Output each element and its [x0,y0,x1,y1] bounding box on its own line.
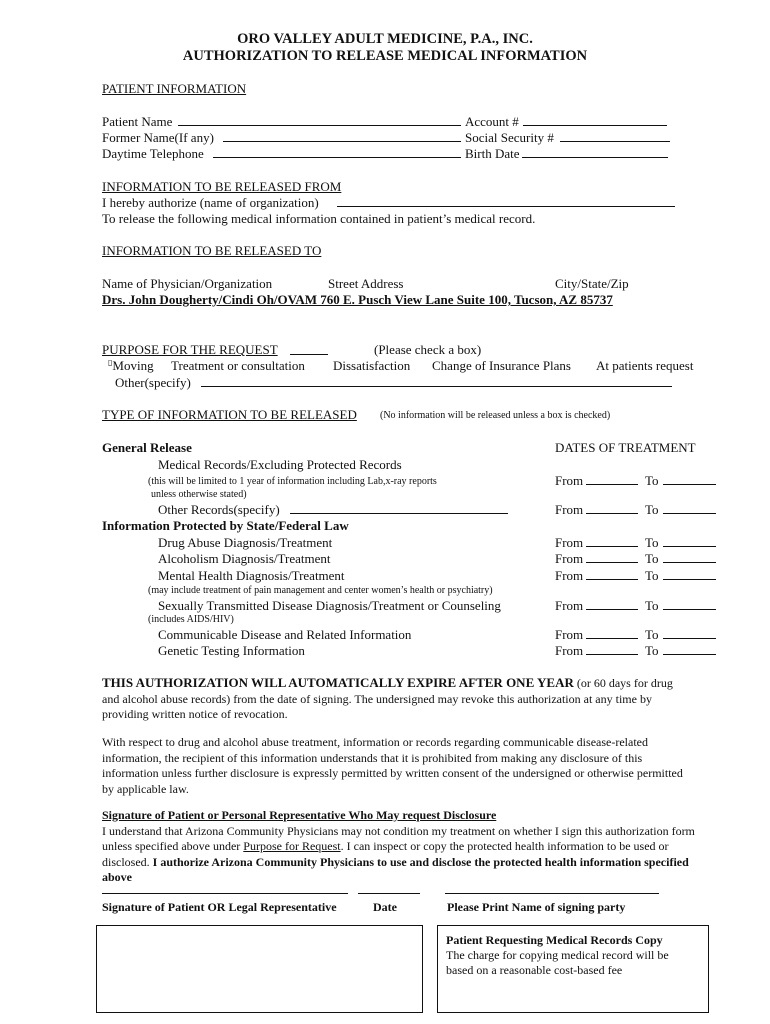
medical-records-item[interactable]: Medical Records/Excluding Protected Records [158,457,402,472]
purpose-option-moving[interactable] [108,358,154,374]
from-label-alcohol: From [555,551,584,566]
organization-field[interactable] [337,206,675,207]
to-label-drug: To [645,535,659,550]
from-date-field-communicable[interactable] [586,638,638,639]
signature-field[interactable] [102,893,348,894]
from-date-field-drug[interactable] [586,546,638,547]
checkbox-icon[interactable]: ▯ [108,358,113,367]
from-label-other: From [555,502,584,517]
to-label-alcohol: To [645,551,659,566]
purpose-option-dissatisfaction[interactable]: Dissatisfaction [333,358,411,373]
purpose-underline [290,354,328,355]
to-date-field-drug[interactable] [663,546,716,547]
dates-of-treatment-heading: DATES OF TREATMENT [555,440,696,455]
signature-section [102,808,742,886]
signature-line-2b: . I can inspect or copy the protected health information to be used or [340,839,669,853]
copy-box-line-2: based on a reasonable cost-based fee [446,963,623,977]
signature-heading: Signature of Patient or Personal Representative Who May request Disclosure [102,808,497,822]
org-name: ORO VALLEY ADULT MEDICINE, P.A., INC. [237,31,533,47]
check-note: (Please check a box) [374,342,482,357]
patient-name-field[interactable] [178,125,461,126]
purpose-option-treatment[interactable]: Treatment or consultation [171,358,305,373]
type-heading: TYPE OF INFORMATION TO BE RELEASED [102,407,357,422]
recipient-address: Drs. John Dougherty/Cindi Oh/OVAM 760 E. Pusch View Lane Suite 100, Tucson, AZ 85737 [102,292,613,307]
signature-line-3 [102,855,742,871]
drug-abuse-item[interactable]: Drug Abuse Diagnosis/Treatment [158,535,333,550]
from-label-medical: From [555,473,584,488]
purpose-heading: PURPOSE FOR THE REQUEST [102,342,278,357]
office-use-box[interactable] [96,925,423,1013]
expire-bold: THIS AUTHORIZATION WILL AUTOMATICALLY EXPIRE AFTER ONE YEAR [102,675,574,690]
mental-health-item[interactable]: Mental Health Diagnosis/Treatment [158,568,345,583]
to-date-field-medical[interactable] [663,484,716,485]
print-name-label: Please Print Name of signing party [447,900,626,914]
from-date-field-other[interactable] [586,513,638,514]
from-label-std: From [555,598,584,613]
patient-info-heading: PATIENT INFORMATION [102,81,247,96]
from-date-field-std[interactable] [586,609,638,610]
std-item[interactable]: Sexually Transmitted Disease Diagnosis/Treatment or Counseling [158,598,501,613]
signature-line-1: I understand that Arizona Community Physicians may not condition my treatment on whether I sign this authorization form [102,823,695,838]
protected-heading: Information Protected by State/Federal Law [102,518,349,533]
patient-name-label: Patient Name [102,114,173,129]
signature-line-3b: I authorize Arizona Community Physicians to use and disclose the protected health information specified [152,854,689,869]
genetic-item[interactable]: Genetic Testing Information [158,643,305,658]
account-field[interactable] [523,125,667,126]
to-label-mental: To [645,568,659,583]
std-note: (includes AIDS/HIV) [148,614,234,625]
authorize-text: I hereby authorize (name of organization) [102,195,319,210]
from-date-field-mental[interactable] [586,579,638,580]
signature-line-3a: disclosed. [102,854,153,869]
to-label-other: To [645,502,659,517]
general-release-heading: General Release [102,440,192,455]
mental-health-note: (may include treatment of pain management and center women’s health or psychiatry) [148,585,493,596]
ssn-label: Social Security # [465,130,554,145]
from-label-genetic: From [555,643,584,658]
former-name-label: Former Name(If any) [102,130,214,145]
purpose-reference: Purpose for Request [243,839,341,853]
expire-rest: (or 60 days for drug [573,676,673,690]
alcoholism-item[interactable]: Alcoholism Diagnosis/Treatment [158,551,331,566]
physician-col-label: Name of Physician/Organization [102,276,273,291]
to-label-medical: To [645,473,659,488]
to-date-field-genetic[interactable] [663,654,716,655]
date-label: Date [373,900,397,914]
to-date-field-mental[interactable] [663,579,716,580]
from-date-field-alcohol[interactable] [586,562,638,563]
drug-para-line: information, the recipient of this information understands that it is prohibited from making any disclosure of this [102,750,643,765]
date-field[interactable] [358,893,420,894]
copy-fee-box [437,925,709,1013]
phone-label: Daytime Telephone [102,146,204,161]
to-label-genetic: To [645,643,659,658]
print-name-field[interactable] [445,893,659,894]
to-label-communicable: To [645,627,659,642]
purpose-option-insurance[interactable]: Change of Insurance Plans [432,358,571,373]
purpose-other-label: Other(specify) [115,375,191,390]
city-col-label: City/State/Zip [555,276,629,291]
copy-box-title: Patient Requesting Medical Records Copy [446,933,663,947]
signature-label: Signature of Patient OR Legal Representative [102,900,337,914]
drug-para-line: by applicable law. [102,781,189,796]
other-records-field[interactable] [290,513,508,514]
birth-date-label: Birth Date [465,146,520,161]
purpose-other-field[interactable] [201,386,672,387]
copy-box-line-1: The charge for copying medical record will be [446,948,669,962]
birth-date-field[interactable] [522,157,668,158]
signature-line-2a: unless specified above under [102,839,244,853]
drug-alcohol-paragraph [102,735,732,797]
account-label: Account # [465,114,519,129]
drug-para-line: With respect to drug and alcohol abuse treatment, information or records regarding communicable disease-related [102,735,648,749]
to-date-field-std[interactable] [663,609,716,610]
phone-field[interactable] [213,157,461,158]
purpose-option-patient-request[interactable]: At patients request [596,358,694,373]
release-text: To release the following medical information contained in patient’s medical record. [102,211,536,226]
option-label: Moving [112,358,154,373]
to-date-field-other[interactable] [663,513,716,514]
released-from-heading: INFORMATION TO BE RELEASED FROM [102,179,342,194]
to-date-field-communicable[interactable] [663,638,716,639]
ssn-field[interactable] [560,141,670,142]
from-label-drug: From [555,535,584,550]
form-title: AUTHORIZATION TO RELEASE MEDICAL INFORMATION [182,48,588,64]
expire-paragraph [102,675,732,723]
limit-note-2: unless otherwise stated) [151,489,247,500]
to-label-std: To [645,598,659,613]
released-to-heading: INFORMATION TO BE RELEASED TO [102,243,322,258]
expire-line-2: and alcohol abuse records) from the date of signing. The undersigned may revoke this authorization at any time by [102,691,652,706]
communicable-item[interactable]: Communicable Disease and Related Information [158,627,412,642]
limit-note-1: (this will be limited to 1 year of information including Lab,x-ray reports [148,476,437,487]
signature-line-2 [102,839,742,855]
from-label-communicable: From [555,627,584,642]
to-date-field-alcohol[interactable] [663,562,716,563]
other-records-item[interactable]: Other Records(specify) [158,502,280,517]
signature-line-4: above [102,870,132,884]
expire-line-3: providing written notice of revocation. [102,707,288,721]
former-name-field[interactable] [223,141,461,142]
from-date-field-genetic[interactable] [586,654,638,655]
drug-para-line: information unless further disclosure is expressly permitted by written consent of the undersigned or otherwise permitted [102,766,683,780]
type-note: (No information will be released unless a box is checked) [380,410,611,421]
street-col-label: Street Address [328,276,404,291]
from-label-mental: From [555,568,584,583]
from-date-field-medical[interactable] [586,484,638,485]
